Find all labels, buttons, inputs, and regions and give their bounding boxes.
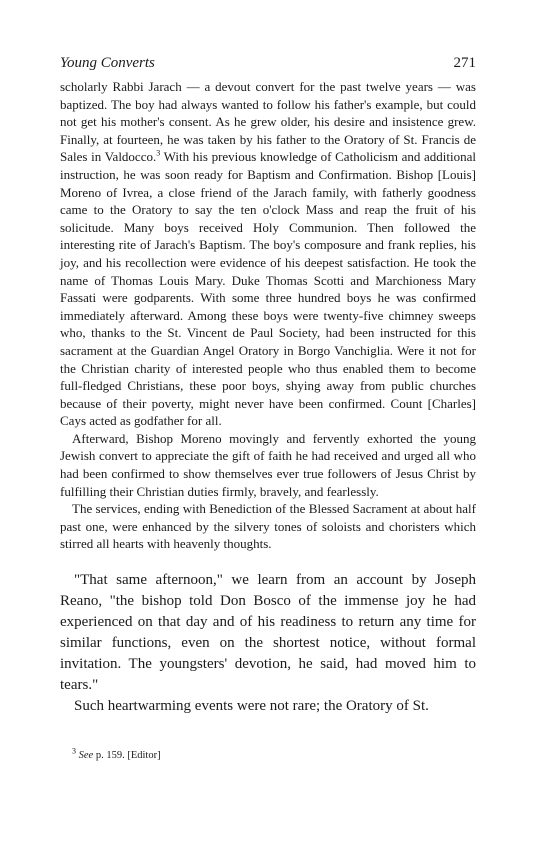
running-head-title: Young Converts — [60, 55, 155, 71]
footnote-label: 3 — [72, 746, 76, 756]
running-head — [60, 55, 476, 72]
paragraph-1 — [60, 78, 476, 430]
paragraph-4: "That same afternoon," we learn from an account by Joseph Reano, "the bishop told Don Bosco of the immense joy he had experienced on that day and of his readiness to return any time for similar functions, even on the shortest notice, without formal invitation. The youngsters' devotion, he said, had moved him to tears." — [60, 572, 476, 693]
footnote-reference: 3 — [156, 149, 161, 159]
footnote-text: p. 159. [Editor] — [93, 750, 161, 761]
main-text-block — [60, 78, 476, 553]
footnote — [72, 746, 476, 763]
footnote-see: See — [78, 750, 94, 761]
quoted-text-block — [60, 570, 476, 717]
page-number: 271 — [453, 55, 476, 71]
paragraph-5: Such heartwarming events were not rare; the Oratory of St. — [74, 698, 429, 714]
paragraph-2: Afterward, Bishop Moreno movingly and fervently exhorted the young Jewish convert to appreciate the gift of faith he had received and urged all who had been confirmed to show themselves ever true followers of Jesus Christ by fulfilling their Christian duties firmly, bravely, and fearlessly. — [60, 430, 476, 499]
paragraph-1-text-a: scholarly Rabbi Jarach — a devout convert for the past twelve years — was baptized. The boy had always wanted to follow his father's example, but could not get his mother's consent. As he grew older, his desire and insistence grew. Finally, at fourteen, he was taken by his father to the Oratory of St. Francis de Sales in Valdocco. — [60, 79, 476, 165]
paragraph-3: The services, ending with Benediction of the Blessed Sacrament at about half past one, were enhanced by the silvery tones of soloists and choristers which stirred all hearts with heavenly thoughts. — [60, 501, 476, 552]
paragraph-1-text-b: With his previous knowledge of Catholicism and additional instruction, he was soon ready for Baptism and Confirmation. Bishop [Louis] Moreno of Ivrea, a close friend of the Jarach family, with fatherly goodness came to the Oratory to say the ten o'clock Mass and reap the fruit of his solicitude. Many boys received Holy Communion. Then followed the interesting rite of Jarach's Baptism. The boy's composure and frank replies, his joy, and his recollection were evidence of his deepest satisfaction. He took the name of Thomas Louis Mary. Duke Thomas Scotti and Marchioness Mary Fassati were godparents. With some three hundred boys he was confirmed immediately afterward. Among these boys were twenty-five chimney sweeps who, thanks to the St. Vincent de Paul Society, had been instructed for this sacrament at the Guardian Angel Oratory in Borgo Vanchiglia. Were it not for the Christian charity of interested people who thus enabled them to become full-fledged Christians, these poor boys, shying away from public churches because of their poverty, might never have been confirmed. Count [Charles] Cays acted as godfather for all. — [60, 149, 477, 429]
